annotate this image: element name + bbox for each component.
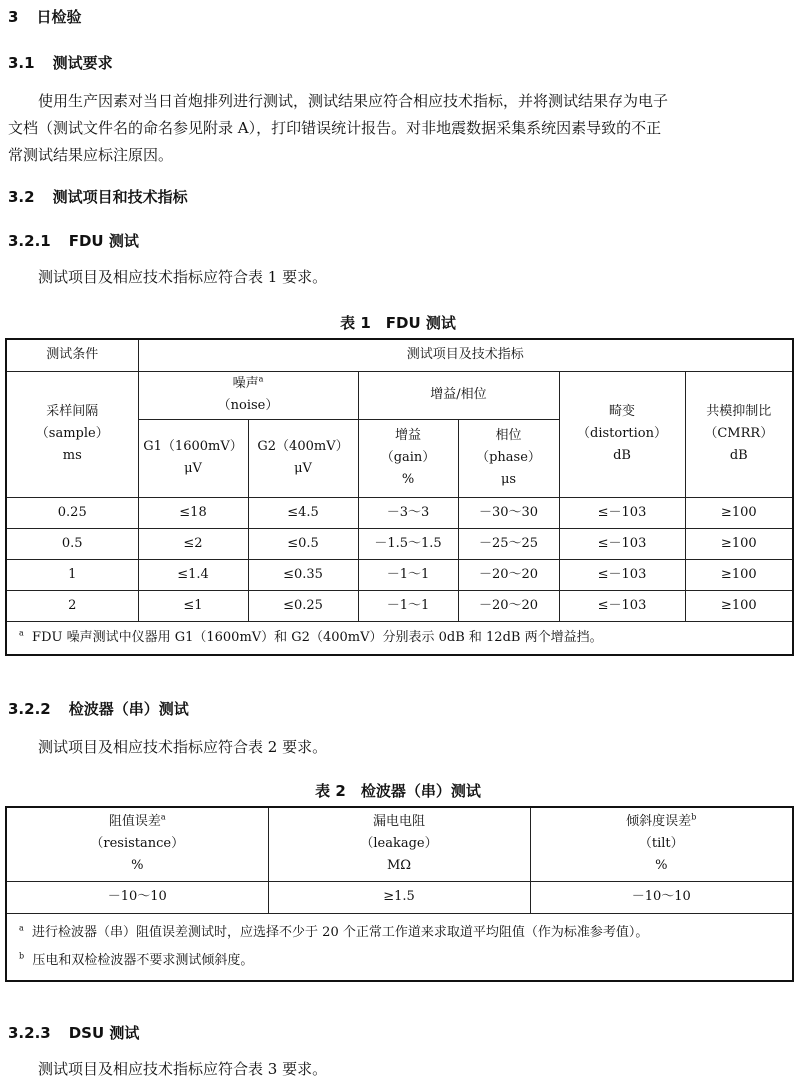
cell-phase: －30～30 <box>458 497 559 528</box>
header-line: μs <box>500 472 517 487</box>
cell-g2: ≤0.35 <box>248 559 358 590</box>
header-line: MΩ <box>386 858 412 874</box>
cell-g2: ≤0.25 <box>248 590 358 621</box>
table-1-caption: 表 1 FDU 测试 <box>340 314 456 332</box>
cell-gain: －1.5～1.5 <box>358 528 458 559</box>
cell-sample: 1 <box>6 559 138 590</box>
cell-cmrr: ≥100 <box>685 528 793 559</box>
header-line: % <box>131 858 144 874</box>
section-3-2-2-paragraph: 测试项目及相应技术指标应符合表 2 要求。 <box>38 738 328 756</box>
header-line: （tilt） <box>638 836 684 852</box>
cell-cmrr: ≥100 <box>685 559 793 590</box>
header-line: % <box>655 858 668 874</box>
section-title: DSU 测试 <box>68 1024 140 1042</box>
section-3-heading <box>8 6 796 27</box>
cell-distortion: ≤－103 <box>559 528 685 559</box>
cell-g1: ≤2 <box>138 528 248 559</box>
header-noise <box>138 371 358 419</box>
cell-phase: －20～20 <box>458 590 559 621</box>
header-line: 相位 <box>495 428 522 443</box>
header-line: （sample） <box>35 426 109 441</box>
header-g1 <box>138 419 248 497</box>
section-number: 3.1 <box>8 54 35 72</box>
cell-gain: －3～3 <box>358 497 458 528</box>
footnote-text: 进行检波器（串）阻值误差测试时，应选择不少于 20 个正常工作道来求取道平均阻值（作为标准参考值）。 <box>32 924 649 940</box>
section-number: 3.2.2 <box>8 700 51 718</box>
table-row <box>6 590 793 621</box>
header-line: 畸变 <box>608 404 635 419</box>
footnote-mark: b <box>19 951 25 961</box>
header-tilt <box>530 807 793 881</box>
paragraph-line: 常测试结果应标注原因。 <box>8 146 174 164</box>
header-cmrr <box>685 371 793 497</box>
footnote-text: FDU 噪声测试中仪器用 G1（1600mV）和 G2（400mV）分别表示 0dB 和 12dB 两个增益挡。 <box>32 629 603 645</box>
cell-cmrr: ≥100 <box>685 590 793 621</box>
cell-distortion: ≤－103 <box>559 559 685 590</box>
header-line: 增益 <box>394 428 421 443</box>
section-number: 3 <box>8 8 19 26</box>
cell-tilt: －10～10 <box>530 881 793 913</box>
header-leakage <box>268 807 530 881</box>
table-row <box>6 497 793 528</box>
header-phase <box>458 419 559 497</box>
section-number: 3.2.3 <box>8 1024 51 1042</box>
header-line: G2（400mV） <box>257 439 349 454</box>
table-2-footnotes <box>6 913 793 981</box>
header-line: 倾斜度误差 <box>626 814 692 830</box>
cell-gain: －1～1 <box>358 559 458 590</box>
section-3-1-heading <box>8 52 796 73</box>
footnote-mark: a <box>19 628 24 638</box>
header-resistance <box>6 807 268 881</box>
header-g2 <box>248 419 358 497</box>
section-title: 测试项目和技术指标 <box>52 188 188 206</box>
section-3-2-1-heading <box>8 230 796 251</box>
cell-sample: 0.5 <box>6 528 138 559</box>
table-row <box>6 559 793 590</box>
header-line: μV <box>294 461 312 476</box>
header-line: 噪声 <box>232 376 259 391</box>
header-test-items: 测试项目及技术指标 <box>138 339 793 371</box>
header-line: （distortion） <box>577 426 667 441</box>
header-gain-phase: 增益/相位 <box>358 371 559 419</box>
header-test-condition: 测试条件 <box>6 339 138 371</box>
section-3-2-3-paragraph: 测试项目及相应技术指标应符合表 3 要求。 <box>38 1060 328 1078</box>
section-number: 3.2 <box>8 188 35 206</box>
header-line: （CMRR） <box>704 426 774 441</box>
header-line: 漏电电阻 <box>372 814 425 830</box>
cell-g1: ≤1.4 <box>138 559 248 590</box>
header-line: μV <box>184 461 202 476</box>
cell-gain: －1～1 <box>358 590 458 621</box>
header-line: dB <box>613 448 631 463</box>
footnote-mark: a <box>258 374 264 384</box>
section-3-2-heading <box>8 186 796 207</box>
header-line: （gain） <box>380 450 436 465</box>
paragraph-line: 使用生产因素对当日首炮排列进行测试，测试结果应符合相应技术指标，并将测试结果存为电子 <box>38 92 669 110</box>
cell-g1: ≤18 <box>138 497 248 528</box>
cell-phase: －25～25 <box>458 528 559 559</box>
footnote-mark: a <box>19 923 24 933</box>
cell-phase: －20～20 <box>458 559 559 590</box>
table-row <box>6 528 793 559</box>
header-line: 采样间隔 <box>46 404 99 419</box>
cell-g1: ≤1 <box>138 590 248 621</box>
table-row <box>6 881 793 913</box>
cell-g2: ≤4.5 <box>248 497 358 528</box>
header-line: （resistance） <box>90 836 185 852</box>
header-line: （phase） <box>476 450 541 465</box>
header-line: ms <box>62 448 82 463</box>
header-line: % <box>401 472 415 487</box>
section-title: FDU 测试 <box>68 232 139 250</box>
section-3-2-3-heading <box>8 1022 796 1043</box>
header-line: （leakage） <box>360 836 438 852</box>
table-1-fdu <box>5 338 794 656</box>
section-number: 3.2.1 <box>8 232 51 250</box>
section-title: 检波器（串）测试 <box>68 700 189 718</box>
table-2-geophone <box>5 806 794 982</box>
header-line: G1（1600mV） <box>143 439 243 454</box>
table-1-footnote <box>6 621 793 655</box>
footnote-text: 压电和双检检波器不要求测试倾斜度。 <box>32 952 254 968</box>
cell-cmrr: ≥100 <box>685 497 793 528</box>
header-line: （noise） <box>217 398 279 413</box>
cell-distortion: ≤－103 <box>559 590 685 621</box>
section-title: 测试要求 <box>52 54 113 72</box>
paragraph-line: 文档（测试文件名的命名参见附录 A），打印错误统计报告。对非地震数据采集系统因素导致的不正 <box>8 119 662 137</box>
header-line: 阻值误差 <box>108 814 161 830</box>
cell-distortion: ≤－103 <box>559 497 685 528</box>
footnote-mark: a <box>160 812 166 822</box>
cell-resistance: －10～10 <box>6 881 268 913</box>
section-3-1-paragraph <box>8 88 788 169</box>
section-title: 日检验 <box>36 8 82 26</box>
footnote-mark: b <box>691 812 697 822</box>
header-sample-interval <box>6 371 138 497</box>
header-gain <box>358 419 458 497</box>
cell-g2: ≤0.5 <box>248 528 358 559</box>
header-line: dB <box>729 448 748 463</box>
header-distortion <box>559 371 685 497</box>
section-3-2-2-heading <box>8 698 796 719</box>
header-line: 共模抑制比 <box>706 404 772 419</box>
cell-sample: 0.25 <box>6 497 138 528</box>
cell-sample: 2 <box>6 590 138 621</box>
cell-leakage: ≥1.5 <box>268 881 530 913</box>
table-2-caption: 表 2 检波器（串）测试 <box>315 782 481 800</box>
section-3-2-1-paragraph: 测试项目及相应技术指标应符合表 1 要求。 <box>38 268 328 286</box>
